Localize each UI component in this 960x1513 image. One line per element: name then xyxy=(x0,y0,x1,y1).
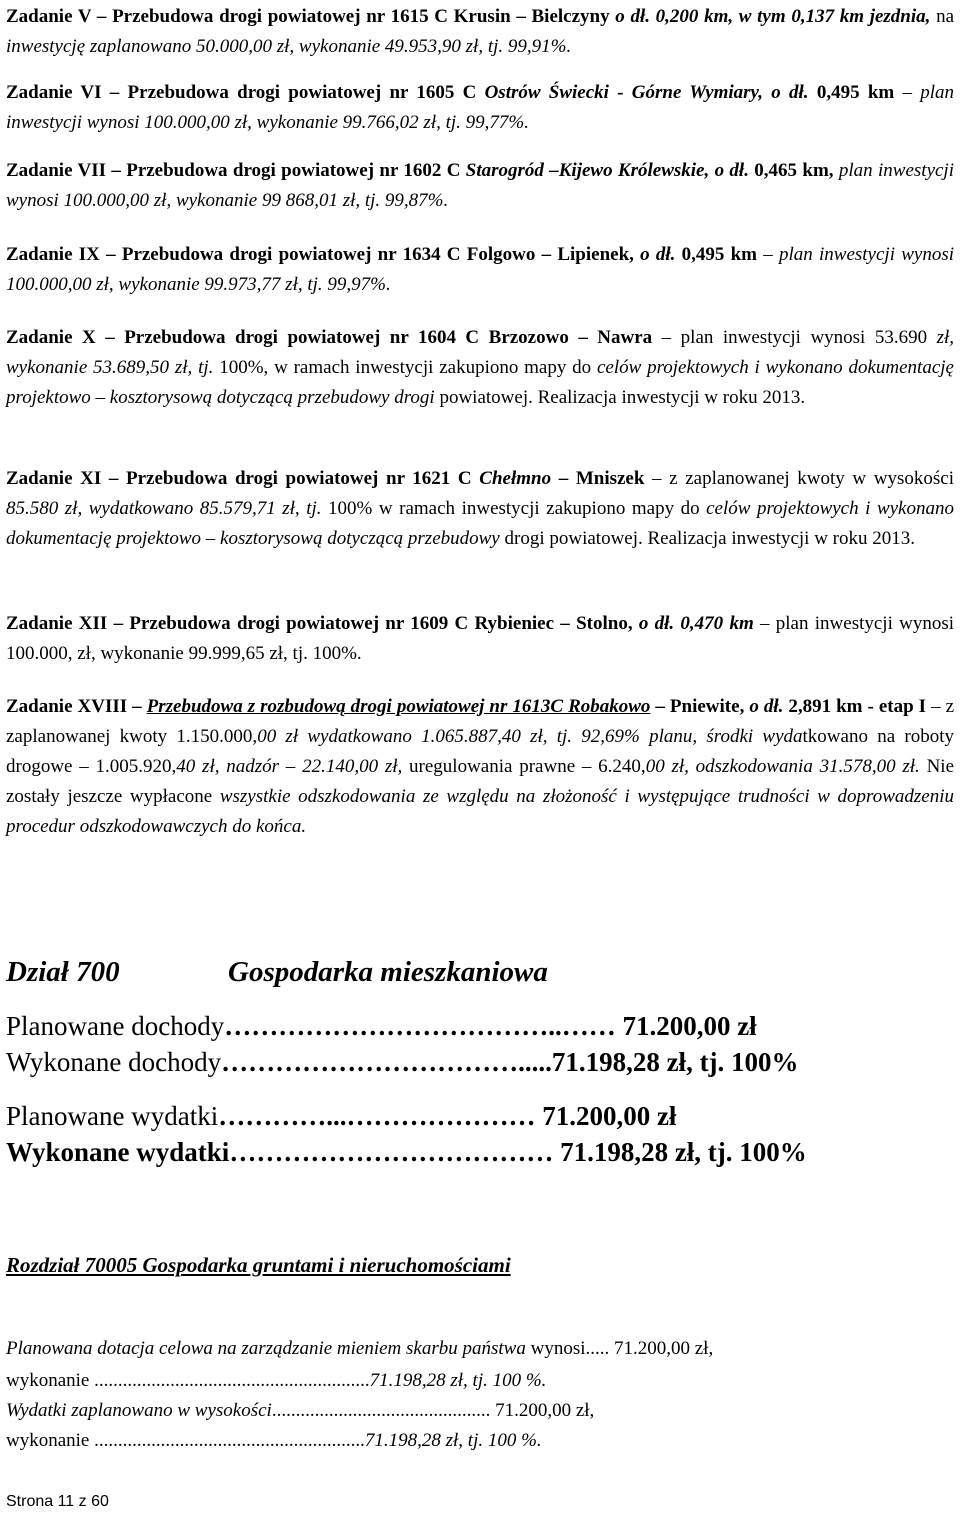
task-vii-paragraph xyxy=(6,156,954,216)
task-xi-plan: – z zaplanowanej kwoty w wysokości xyxy=(644,468,954,489)
executed-expenses-label: Wykonane wydatki xyxy=(6,1137,230,1167)
task-xviii-length-label: o dł. xyxy=(749,696,784,717)
task-xi-year: drogi powiatowej. Realizacja inwestycji w roku 2013. xyxy=(499,528,916,549)
executed-expenses-dots: ……………………………… xyxy=(229,1137,554,1167)
task-v-length: o dł. 0,200 km, w tym 0,137 km jezdnia, xyxy=(615,6,931,27)
task-x-year: powiatowej. Realizacja inwestycji w roku 2013. xyxy=(434,387,806,408)
task-xviii-roadworks: tkowano na roboty drogowe – 1.005.920, xyxy=(6,726,954,777)
task-x-description: 100%, w ramach inwestycji zakupiono mapy do xyxy=(213,357,597,378)
planned-expenses-line xyxy=(6,1098,676,1134)
task-xviii-note: Nie zostały jeszcze wypłacone xyxy=(6,756,955,807)
task-x-paragraph xyxy=(6,323,954,413)
section-name: Gospodarka mieszkaniowa xyxy=(228,956,548,988)
task-ix-length-label: o dł. xyxy=(633,244,676,265)
task-xi-paragraph xyxy=(6,464,954,554)
planned-income-label: Planowane dochody xyxy=(6,1011,225,1041)
task-x-execution: zł, wykonanie 53.689,50 zł, tj. xyxy=(6,327,955,378)
planned-expenses-value: 71.200,00 zł xyxy=(535,1101,677,1131)
expenses-execution-line xyxy=(6,1426,542,1455)
task-xi-description: 100% w ramach inwestycji zakupiono mapy do xyxy=(321,498,707,519)
executed-income-dots: ……………………………..... xyxy=(221,1047,552,1077)
task-xviii-note-cont: wszystkie odszkodowania ze względu na złożoność i występujące trudności w doprowadzeniu procedur odszkodowawczych do końca. xyxy=(6,786,954,837)
planned-income-line xyxy=(6,1008,757,1044)
planned-expenses-dots: …………...………………… xyxy=(218,1101,536,1131)
task-v-paragraph xyxy=(6,2,954,62)
task-vi-route: Ostrów Świecki - Górne Wymiary, o dł. xyxy=(484,82,809,103)
task-xi-project: celów projektowych i wykonano dokumentację projektowo – kosztorysową dotyczącą przebudowy xyxy=(6,498,954,549)
task-vi-length: 0,495 km xyxy=(808,82,895,103)
expenses-execution-label: wykonanie ......................................................... xyxy=(6,1430,365,1451)
planned-income-dots: ………………………………..…… xyxy=(224,1011,616,1041)
executed-income-line xyxy=(6,1044,799,1080)
task-xi-destination: – Mniszek xyxy=(551,468,645,489)
task-xii-title: Zadanie XII – Przebudowa drogi powiatowej nr 1609 C Rybieniec – Stolno, xyxy=(6,613,633,634)
task-v-title: Zadanie V – Przebudowa drogi powiatowej nr 1615 C Krusin – Bielczyny xyxy=(6,6,616,27)
subsidy-line xyxy=(6,1334,713,1363)
task-xviii-paragraph xyxy=(6,692,954,842)
task-xviii-legal: uregulowania prawne – 6.240, xyxy=(402,756,646,777)
subsidy-value: wynosi..... 71.200,00 zł, xyxy=(525,1338,714,1359)
task-xviii-length: 2,891 km - etap I xyxy=(783,696,927,717)
task-xi-execution: 85.580 zł, wydatkowano 85.579,71 zł, tj. xyxy=(6,498,322,519)
task-ix-paragraph xyxy=(6,240,954,300)
planned-expenses-label: Planowane wydatki xyxy=(6,1101,219,1131)
task-xviii-compensation: 00 zł, odszkodowania 31.578,00 zł. xyxy=(645,756,920,777)
task-ix-length: 0,495 km xyxy=(675,244,758,265)
task-xviii-title: Zadanie XVIII – xyxy=(6,696,147,717)
section-heading xyxy=(6,952,548,992)
subsidy-execution-label: wykonanie .......................................................... xyxy=(6,1370,370,1391)
page-number: Strona 11 z 60 xyxy=(6,1493,109,1510)
planned-income-value: 71.200,00 zł xyxy=(615,1011,757,1041)
subsidy-execution-line xyxy=(6,1366,546,1395)
chapter-heading: Rozdział 70005 Gospodarka gruntami i nieruchomościami xyxy=(6,1253,511,1277)
task-vi-title: Zadanie VI – Przebudowa drogi powiatowej nr 1605 C xyxy=(6,82,485,103)
task-vii-amounts: plan inwestycji wynosi 100.000,00 zł, wykonanie 99 868,01 zł, tj. 99,87%. xyxy=(6,160,954,211)
executed-income-value: 71.198,28 zł, tj. 100% xyxy=(551,1047,799,1077)
section-number: Dział 700 xyxy=(6,956,120,988)
task-ix-title: Zadanie IX – Przebudowa drogi powiatowej nr 1634 C Folgowo – Lipienek, xyxy=(6,244,634,265)
task-xviii-scope: Przebudowa z rozbudową drogi powiatowej nr 1613C Robakowo xyxy=(146,696,651,717)
task-xviii-plan: – z zaplanowanej kwoty 1.150.000, xyxy=(6,696,954,747)
executed-expenses-line xyxy=(6,1134,807,1170)
expenses-plan-value: .............................................. 71.200,00 zł, xyxy=(271,1400,595,1421)
task-vi-paragraph xyxy=(6,78,954,138)
executed-expenses-value: 71.198,28 zł, tj. 100% xyxy=(553,1137,807,1167)
expenses-plan-label: Wydatki zaplanowano w wysokości xyxy=(6,1400,272,1421)
task-x-project: celów projektowych i wykonano dokumentację projektowo – kosztorysową dotyczącą przebudowy drogi xyxy=(6,357,954,408)
task-v-amounts: inwestycję zaplanowano 50.000,00 zł, wykonanie 49.953,90 zł, tj. 99,91%. xyxy=(6,36,572,57)
subsidy-execution-value: 71.198,28 zł, tj. 100 %. xyxy=(369,1370,547,1391)
task-x-title: Zadanie X – Przebudowa drogi powiatowej nr 1604 C Brzozowo – Nawra xyxy=(6,327,653,348)
task-xii-paragraph xyxy=(6,609,954,669)
task-vii-route: Starogród –Kijewo Królewskie, o dł. xyxy=(465,160,749,181)
task-x-plan: – plan inwestycji wynosi 53.690 xyxy=(652,327,937,348)
expenses-plan-line xyxy=(6,1396,594,1425)
task-xi-town: Chełmno xyxy=(479,468,552,489)
task-vi-amounts: – plan inwestycji wynosi 100.000,00 zł, wykonanie 99.766,02 zł, tj. 99,77%. xyxy=(6,82,955,133)
task-vii-length: 0,465 km, xyxy=(748,160,834,181)
task-vii-title: Zadanie VII – Przebudowa drogi powiatowej nr 1602 C xyxy=(6,160,466,181)
task-xviii-supervision: 40 zł, nadzór – 22.140,00 zł, xyxy=(176,756,403,777)
task-xviii-destination: – Pniewite, xyxy=(650,696,750,717)
task-xii-length: o dł. 0,470 km xyxy=(632,613,754,634)
executed-income-label: Wykonane dochody xyxy=(6,1047,222,1077)
expenses-execution-value: 71.198,28 zł, tj. 100 %. xyxy=(364,1430,542,1451)
task-xviii-execution: 00 zł wydatkowano 1.065.887,40 zł, tj. 92,69% planu, środki wyda xyxy=(257,726,803,747)
task-v-connector: na xyxy=(930,6,955,27)
task-xi-title: Zadanie XI – Przebudowa drogi powiatowej nr 1621 C xyxy=(6,468,480,489)
task-ix-amounts: – plan inwestycji wynosi 100.000,00 zł, wykonanie 99.973,77 zł, tj. 99,97%. xyxy=(6,244,954,295)
subsidy-label: Planowana dotacja celowa na zarządzanie mieniem skarbu państwa xyxy=(6,1338,526,1359)
task-xii-amounts: – plan inwestycji wynosi 100.000, zł, wykonanie 99.999,65 zł, tj. 100%. xyxy=(6,613,955,664)
